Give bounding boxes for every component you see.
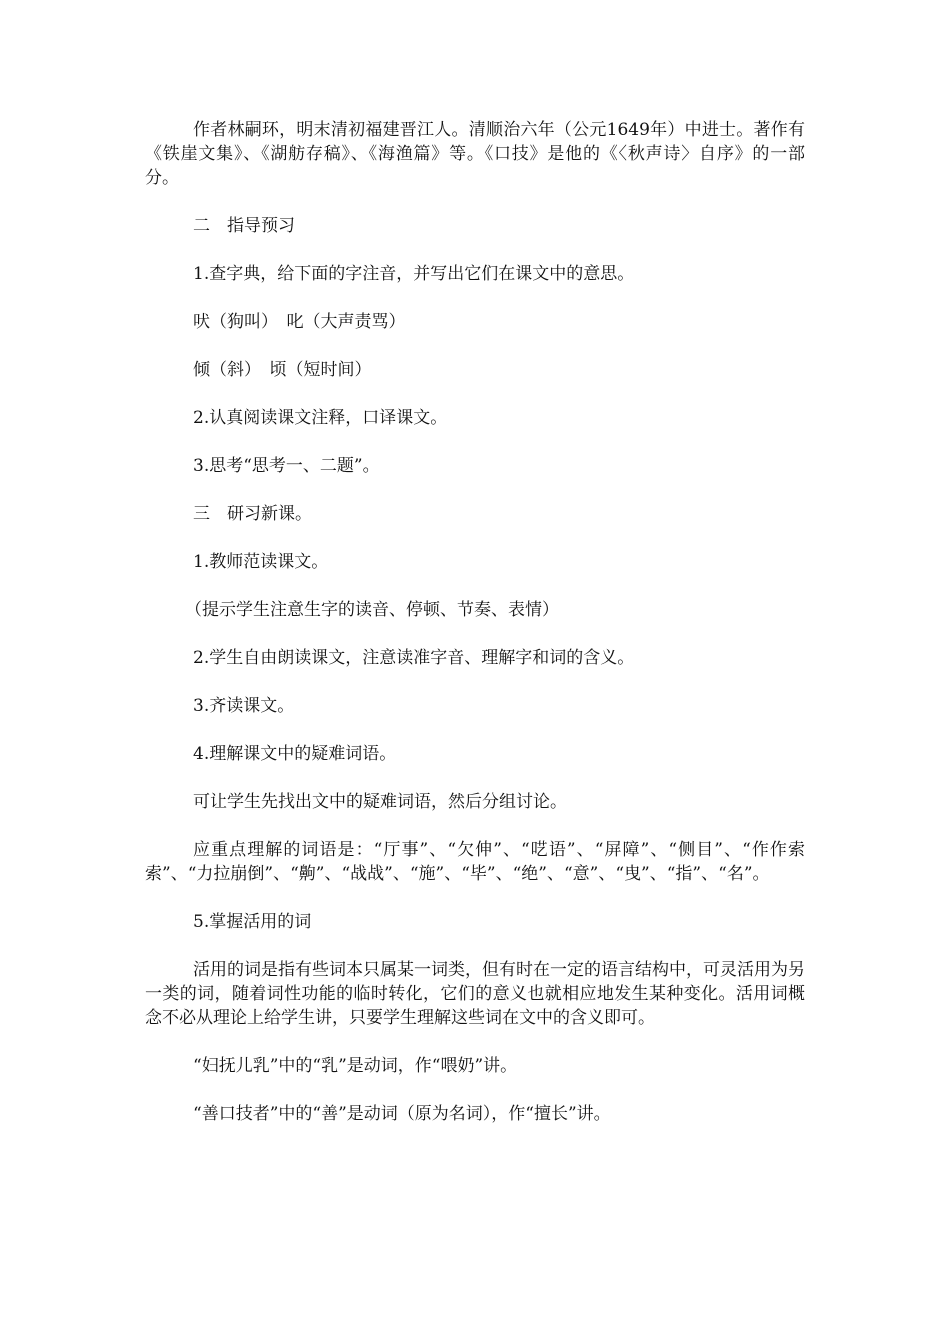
example-shan: “善口技者”中的“善”是动词（原为名词），作“擅长”讲。 bbox=[193, 1104, 611, 1124]
preview-item-1: 1.查字典，给下面的字注音，并写出它们在课文中的意思。 bbox=[193, 264, 635, 284]
study-note: （提示学生注意生字的读音、停顿、节奏、表情） bbox=[185, 600, 559, 620]
vocab-line-2: 倾（斜） 顷（短时间） bbox=[193, 360, 372, 380]
study-item-3: 3.齐读课文。 bbox=[193, 696, 295, 716]
example-ru: “妇抚儿乳”中的“乳”是动词，作“喂奶”讲。 bbox=[193, 1056, 518, 1076]
study-item-5: 5.掌握活用的词 bbox=[193, 912, 312, 932]
preview-item-2: 2.认真阅读课文注释，口译课文。 bbox=[193, 408, 448, 428]
study-item-2: 2.学生自由朗读课文，注意读准字音、理解字和词的含义。 bbox=[193, 648, 635, 668]
preview-item-3: 3.思考“思考一、二题”。 bbox=[193, 456, 380, 476]
study-item-1: 1.教师范读课文。 bbox=[193, 552, 329, 572]
study-item-4: 4.理解课文中的疑难词语。 bbox=[193, 744, 397, 764]
author-intro-paragraph: 作者林嗣环，明末清初福建晋江人。清顺治六年（公元1649年）中进士。著作有《铁崖文集》、《湖舫存稿》、《海渔篇》等。《口技》是他的《〈秋声诗〉自序》的一部分。 bbox=[145, 120, 805, 188]
section-heading-study: 三 研习新课。 bbox=[193, 504, 312, 524]
vocab-line-1: 吠（狗叫） 叱（大声责骂） bbox=[193, 312, 406, 332]
study-item-4-note: 可让学生先找出文中的疑难词语，然后分组讨论。 bbox=[193, 792, 567, 812]
flexible-words-paragraph: 活用的词是指有些词本只属某一词类，但有时在一定的语言结构中，可灵活用为另一类的词，随着词性功能的临时转化，它们的意义也就相应地发生某种变化。活用词概念不必从理论上给学生讲，只要学生理解这些词在文中的含义即可。 bbox=[145, 960, 805, 1028]
document-body bbox=[145, 118, 805, 1150]
key-words-paragraph: 应重点理解的词语是：“厅事”、“欠伸”、“呓语”、“屏障”、“侧目”、“作作索索”、“力拉崩倒”、“齁”、“战战”、“施”、“毕”、“绝”、“意”、“曳”、“指”、“名”。 bbox=[145, 840, 805, 884]
section-heading-preview: 二 指导预习 bbox=[193, 216, 295, 236]
